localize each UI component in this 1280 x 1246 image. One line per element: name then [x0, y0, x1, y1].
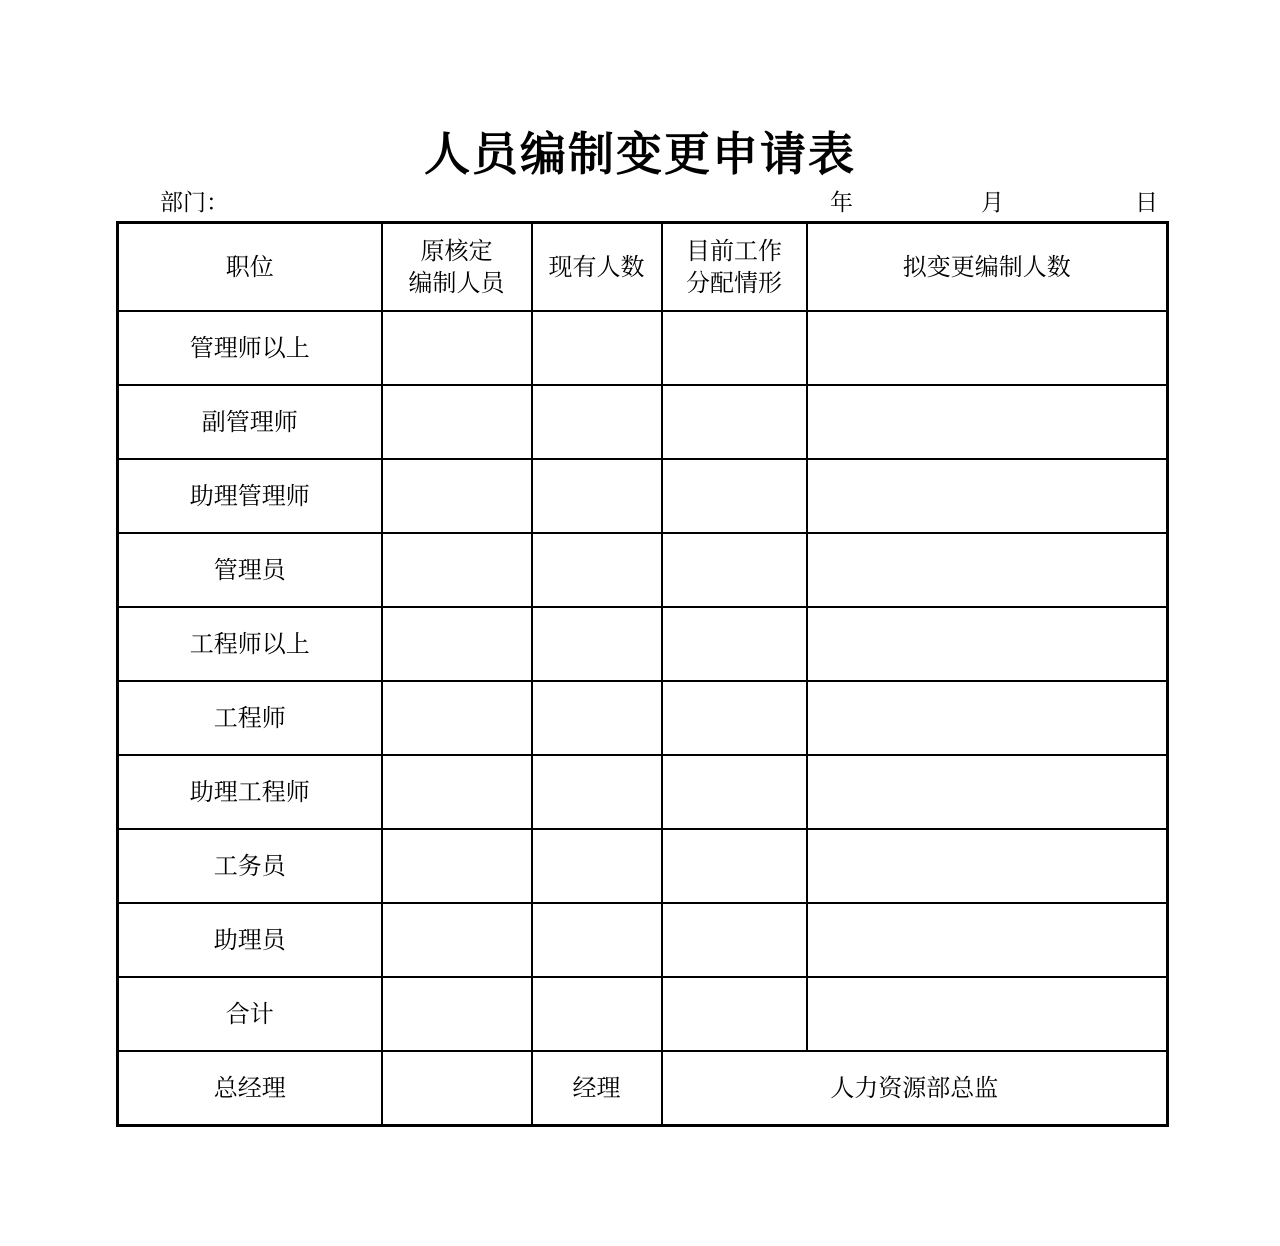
position-cell: 工务员: [118, 829, 382, 903]
current-allocation-cell[interactable]: [662, 681, 807, 755]
current-allocation-cell[interactable]: [662, 903, 807, 977]
proposed-quota-cell[interactable]: [807, 755, 1168, 829]
position-cell: 合计: [118, 977, 382, 1051]
day-label: 日: [1135, 190, 1158, 216]
header-current-allocation: 目前工作 分配情形: [662, 223, 807, 312]
total-row: [118, 977, 1168, 1051]
proposed-quota-cell[interactable]: [807, 311, 1168, 385]
original-quota-cell[interactable]: [382, 903, 532, 977]
header-current-headcount: 现有人数: [532, 223, 662, 312]
table-row: [118, 829, 1168, 903]
proposed-quota-cell[interactable]: [807, 533, 1168, 607]
table-row: [118, 903, 1168, 977]
header-proposed-quota: 拟变更编制人数: [807, 223, 1168, 312]
header-original-quota: 原核定 编制人员: [382, 223, 532, 312]
current-allocation-cell[interactable]: [662, 311, 807, 385]
current-headcount-cell[interactable]: [532, 385, 662, 459]
current-headcount-cell[interactable]: [532, 607, 662, 681]
original-quota-cell[interactable]: [382, 607, 532, 681]
original-quota-cell[interactable]: [382, 829, 532, 903]
month-label: 月: [981, 190, 1004, 216]
current-headcount-cell[interactable]: [532, 681, 662, 755]
current-allocation-cell[interactable]: [662, 829, 807, 903]
current-allocation-cell[interactable]: [662, 385, 807, 459]
current-headcount-cell[interactable]: [532, 903, 662, 977]
header-position: 职位: [118, 223, 382, 312]
current-allocation-cell[interactable]: [662, 977, 807, 1051]
proposed-quota-cell[interactable]: [807, 459, 1168, 533]
proposed-quota-cell[interactable]: [807, 607, 1168, 681]
position-cell: 助理员: [118, 903, 382, 977]
table-row: [118, 459, 1168, 533]
original-quota-cell[interactable]: [382, 459, 532, 533]
current-allocation-cell[interactable]: [662, 607, 807, 681]
table-row: [118, 607, 1168, 681]
header-row: [118, 223, 1168, 312]
original-quota-cell[interactable]: [382, 533, 532, 607]
original-quota-cell[interactable]: [382, 311, 532, 385]
position-cell: 工程师以上: [118, 607, 382, 681]
current-allocation-cell[interactable]: [662, 459, 807, 533]
position-cell: 工程师: [118, 681, 382, 755]
current-headcount-cell[interactable]: [532, 977, 662, 1051]
original-quota-cell[interactable]: [382, 385, 532, 459]
proposed-quota-cell[interactable]: [807, 903, 1168, 977]
position-cell: 管理员: [118, 533, 382, 607]
proposed-quota-cell[interactable]: [807, 977, 1168, 1051]
proposed-quota-cell[interactable]: [807, 385, 1168, 459]
table-row: [118, 755, 1168, 829]
table-row: [118, 533, 1168, 607]
current-allocation-cell[interactable]: [662, 533, 807, 607]
department-label: 部门：: [160, 190, 229, 216]
table-row: [118, 311, 1168, 385]
position-cell: 助理管理师: [118, 459, 382, 533]
current-headcount-cell[interactable]: [532, 829, 662, 903]
table-row: [118, 681, 1168, 755]
proposed-quota-cell[interactable]: [807, 681, 1168, 755]
current-headcount-cell[interactable]: [532, 311, 662, 385]
original-quota-cell[interactable]: [382, 977, 532, 1051]
staffing-change-table: [116, 221, 1169, 1127]
form-title: 人员编制变更申请表: [424, 127, 856, 181]
current-headcount-cell[interactable]: [532, 459, 662, 533]
position-cell: 助理工程师: [118, 755, 382, 829]
year-label: 年: [830, 190, 853, 216]
signature-row: [118, 1051, 1168, 1126]
table-row: [118, 385, 1168, 459]
general-manager-signature-field[interactable]: [382, 1051, 532, 1126]
hr-director-label: 人力资源部总监: [662, 1051, 1168, 1126]
current-allocation-cell[interactable]: [662, 755, 807, 829]
original-quota-cell[interactable]: [382, 681, 532, 755]
general-manager-label: 总经理: [118, 1051, 382, 1126]
position-cell: 管理师以上: [118, 311, 382, 385]
position-cell: 副管理师: [118, 385, 382, 459]
manager-label: 经理: [532, 1051, 662, 1126]
current-headcount-cell[interactable]: [532, 533, 662, 607]
original-quota-cell[interactable]: [382, 755, 532, 829]
proposed-quota-cell[interactable]: [807, 829, 1168, 903]
current-headcount-cell[interactable]: [532, 755, 662, 829]
